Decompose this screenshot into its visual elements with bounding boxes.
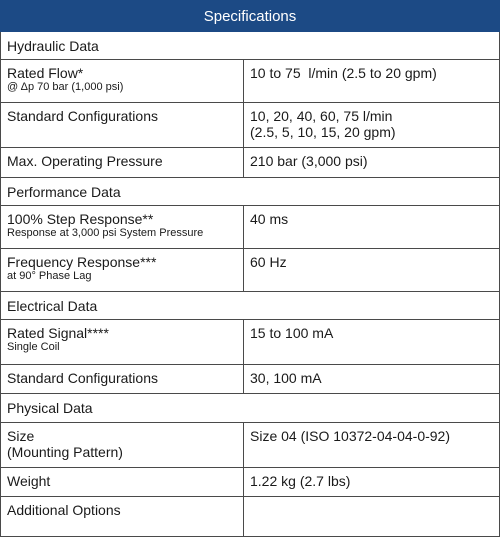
section-heading-electrical: Electrical Data — [1, 292, 500, 320]
label-electrical-std-config: Standard Configurations — [1, 365, 244, 394]
label-weight: Weight — [1, 468, 244, 497]
label-size-line2: (Mounting Pattern) — [7, 444, 123, 460]
sublabel-rated-signal: Single Coil — [7, 341, 60, 353]
value-electrical-std-config: 30, 100 mA — [244, 365, 500, 394]
label-additional-options: Additional Options — [1, 497, 244, 537]
section-heading-physical: Physical Data — [1, 394, 500, 423]
sublabel-freq-response: at 90° Phase Lag — [7, 270, 92, 282]
label-rated-signal: Rated Signal**** — [7, 325, 109, 341]
label-cell-freq-response — [1, 249, 244, 292]
section-heading-performance: Performance Data — [1, 178, 500, 206]
value-step-response: 40 ms — [244, 206, 500, 249]
value-hydraulic-std-config-line1: 10, 20, 40, 60, 75 l/min — [250, 108, 393, 124]
value-weight: 1.22 kg (2.7 lbs) — [244, 468, 500, 497]
label-max-pressure: Max. Operating Pressure — [1, 148, 244, 178]
value-rated-signal: 15 to 100 mA — [244, 320, 500, 365]
table-row-freq-response — [1, 249, 500, 292]
table-row-size — [1, 423, 500, 468]
table-row-max-pressure — [1, 148, 500, 178]
label-step-response: 100% Step Response** — [7, 211, 154, 227]
table-row-rated-signal — [1, 320, 500, 365]
value-size: Size 04 (ISO 10372-04-04-0-92) — [244, 423, 500, 468]
label-rated-flow: Rated Flow* — [7, 65, 84, 81]
table-title: Specifications — [1, 1, 500, 32]
label-cell-step-response — [1, 206, 244, 249]
table-row-weight — [1, 468, 500, 497]
table-row-step-response — [1, 206, 500, 249]
section-heading-hydraulic: Hydraulic Data — [1, 32, 500, 60]
label-size-line1: Size — [7, 428, 35, 444]
value-cell-hydraulic-std-config — [244, 103, 500, 148]
section-row-performance — [1, 178, 500, 206]
label-cell-rated-signal — [1, 320, 244, 365]
table-row-electrical-std-config — [1, 365, 500, 394]
table-row-rated-flow — [1, 60, 500, 103]
table-header-row — [1, 1, 500, 32]
sublabel-rated-flow: @ Δp 70 bar (1,000 psi) — [7, 81, 124, 93]
value-hydraulic-std-config-line2: (2.5, 5, 10, 15, 20 gpm) — [250, 124, 396, 140]
section-row-hydraulic — [1, 32, 500, 60]
value-max-pressure: 210 bar (3,000 psi) — [244, 148, 500, 178]
label-cell-size — [1, 423, 244, 468]
table-row-hydraulic-std-config — [1, 103, 500, 148]
value-additional-options — [244, 497, 500, 537]
value-freq-response: 60 Hz — [244, 249, 500, 292]
table-row-additional-options — [1, 497, 500, 537]
section-row-physical — [1, 394, 500, 423]
label-freq-response: Frequency Response*** — [7, 254, 157, 270]
value-rated-flow: 10 to 75 l/min (2.5 to 20 gpm) — [244, 60, 500, 103]
section-row-electrical — [1, 292, 500, 320]
label-hydraulic-std-config: Standard Configurations — [1, 103, 244, 148]
sublabel-step-response: Response at 3,000 psi System Pressure — [7, 227, 204, 239]
label-cell-rated-flow — [1, 60, 244, 103]
